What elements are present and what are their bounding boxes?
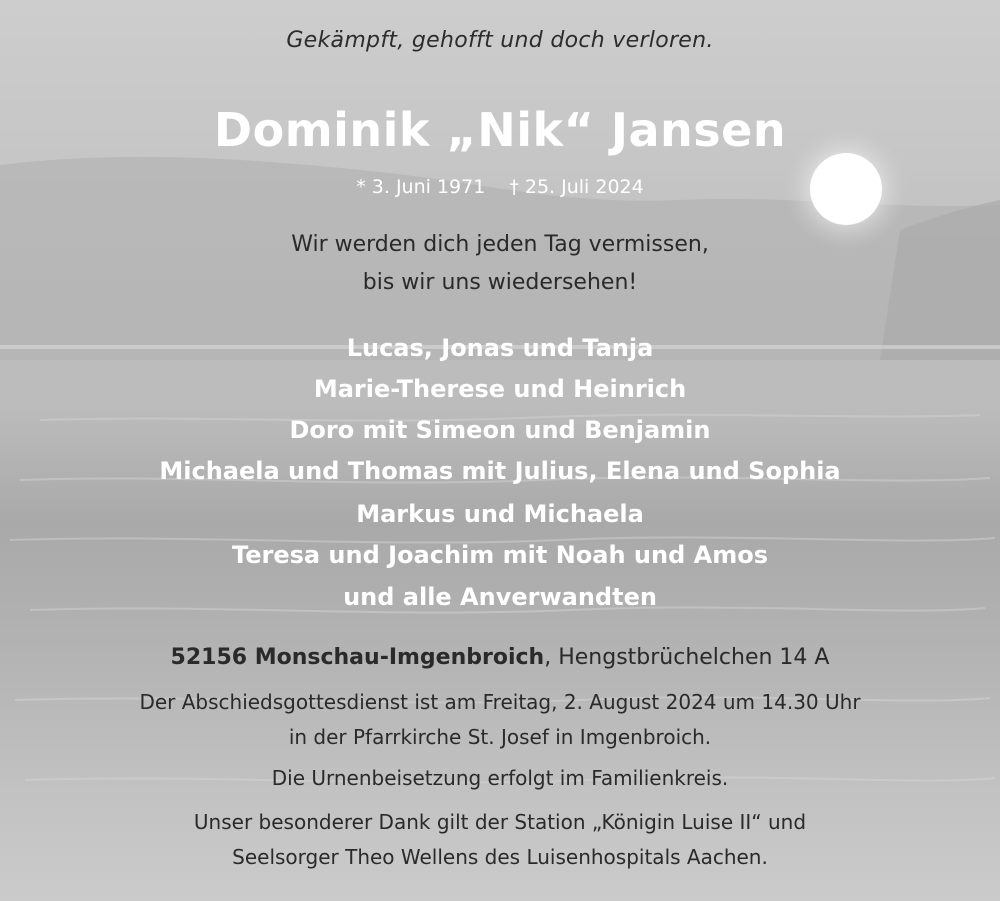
- address: [0, 645, 1000, 670]
- family-line: Teresa und Joachim mit Noah und Amos: [232, 541, 768, 569]
- thanks-text: Unser besonderer Dank gilt der Station „Königin Luise II“ und: [193, 810, 807, 834]
- service-info: Der Abschiedsgottesdienst ist am Freitag, 2. August 2024 um 14.30 Uhr: [139, 690, 861, 714]
- birth-date: * 3. Juni 1971: [356, 176, 486, 198]
- service-info: in der Pfarrkirche St. Josef in Imgenbroich.: [288, 725, 712, 749]
- address-city: 52156 Monschau-Imgenbroich: [170, 645, 545, 670]
- thanks-text: Seelsorger Theo Wellens des Luisenhospitals Aachen.: [232, 845, 768, 869]
- family-line: Markus und Michaela: [356, 500, 644, 528]
- family-line: Marie-Therese und Heinrich: [313, 375, 687, 403]
- family-line: Lucas, Jonas und Tanja: [346, 334, 654, 362]
- family-line: Michaela und Thomas mit Julius, Elena und Sophia: [159, 457, 841, 485]
- deceased-name: Dominik „Nik“ Jansen: [213, 103, 787, 157]
- address-street: , Hengstbrüchelchen 14 A: [544, 645, 830, 670]
- life-dates: [0, 176, 1000, 198]
- quote-line: Wir werden dich jeden Tag vermissen,: [291, 232, 709, 257]
- motto: Gekämpft, gehofft und doch verloren.: [286, 28, 714, 53]
- family-line: und alle Anverwandten: [343, 583, 657, 611]
- death-date: † 25. Juli 2024: [509, 176, 644, 198]
- quote-line: bis wir uns wiedersehen!: [362, 270, 638, 295]
- family-line: Doro mit Simeon und Benjamin: [289, 416, 711, 444]
- burial-info: Die Urnenbeisetzung erfolgt im Familienkreis.: [271, 766, 729, 790]
